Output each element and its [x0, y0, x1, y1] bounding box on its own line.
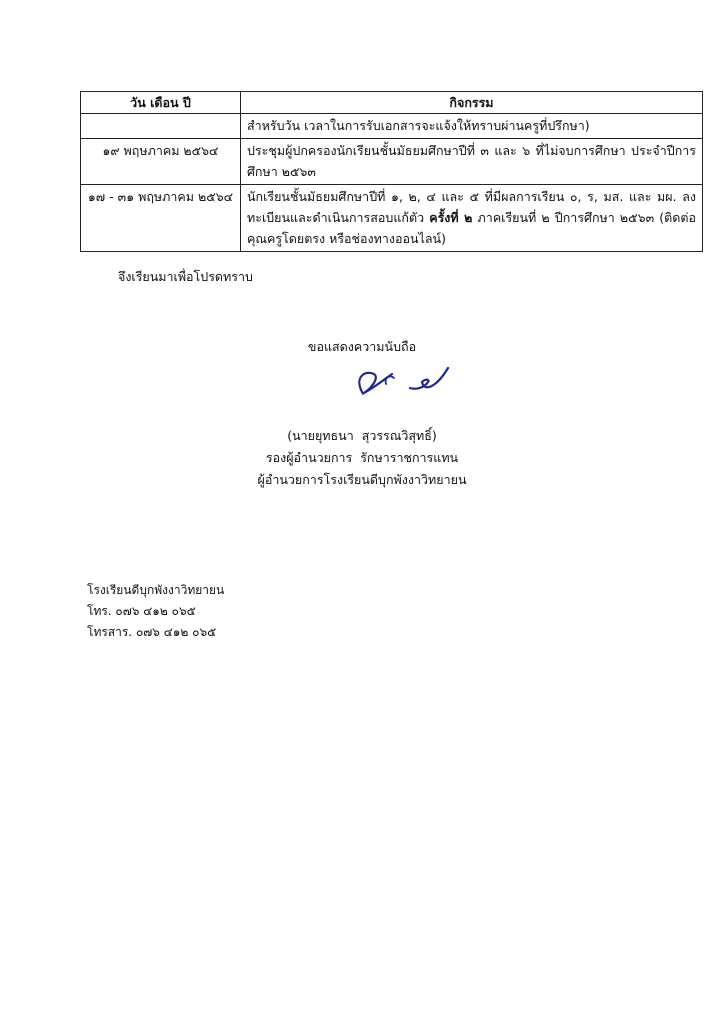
table-header-row [81, 92, 703, 114]
header-date: วัน เดือน ปี [81, 92, 241, 114]
table-row [81, 139, 703, 185]
signer-name: (นายยุทธนา สุวรรณวิสุทธิ์) [287, 428, 437, 443]
footer-fax: โทรสาร. ๐๗๖ ๔๑๒ ๐๖๕ [87, 625, 217, 639]
footer-contact [87, 580, 224, 643]
row-date: ๑๗ - ๓๑ พฤษภาคม ๒๕๖๔ [81, 185, 241, 252]
schedule-table [80, 91, 703, 252]
signer-position: รองผู้อำนวยการ รักษาราชการแทน [265, 450, 459, 465]
activity-text-cont: ภาคเรียนที่ ๒ ปีการศึกษา ๒๕๖๓ (ติดต่อคุณครูโดยตรง หรือช่องทางออนไลน์) [247, 210, 696, 246]
footer-tel: โทร. ๐๗๖ ๔๑๒ ๐๖๕ [87, 604, 196, 618]
signature-block [0, 425, 724, 491]
header-activity: กิจกรรม [241, 92, 703, 114]
row-activity [241, 185, 703, 252]
continuation-activity: สำหรับวัน เวลาในการรับเอกสารจะแจ้งให้ทราบผ่านครูที่ปรึกษา) [241, 114, 703, 139]
signer-title: ผู้อำนวยการโรงเรียนดีบุกพังงาวิทยายน [257, 472, 467, 487]
activity-emphasis: ครั้งที่ ๒ [429, 210, 473, 225]
handwritten-signature [340, 364, 460, 404]
closing-line: จึงเรียนมาเพื่อโปรดทราบ [118, 269, 253, 284]
table-row [81, 114, 703, 139]
row-activity: ประชุมผู้ปกครองนักเรียนชั้นมัธยมศึกษาปีที่ ๓ และ ๖ ที่ไม่จบการศึกษา ประจำปีการศึกษา ๒๕๖๓ [241, 139, 703, 185]
table-row [81, 185, 703, 252]
regards-line: ขอแสดงความนับถือ [307, 339, 417, 354]
footer-school: โรงเรียนดีบุกพังงาวิทยายน [87, 583, 225, 597]
activity-text: นักเรียนชั้นมัธยมศึกษาปีที่ ๑, ๒, ๔ และ ๕ ที่มีผลการเรียน ๐, ร, มส. และ มผ. ลงทะเบียนและดำเนินการสอบแก้ตัว [247, 189, 696, 225]
continuation-date-cell [81, 114, 241, 139]
row-date: ๑๙ พฤษภาคม ๒๕๖๔ [81, 139, 241, 185]
